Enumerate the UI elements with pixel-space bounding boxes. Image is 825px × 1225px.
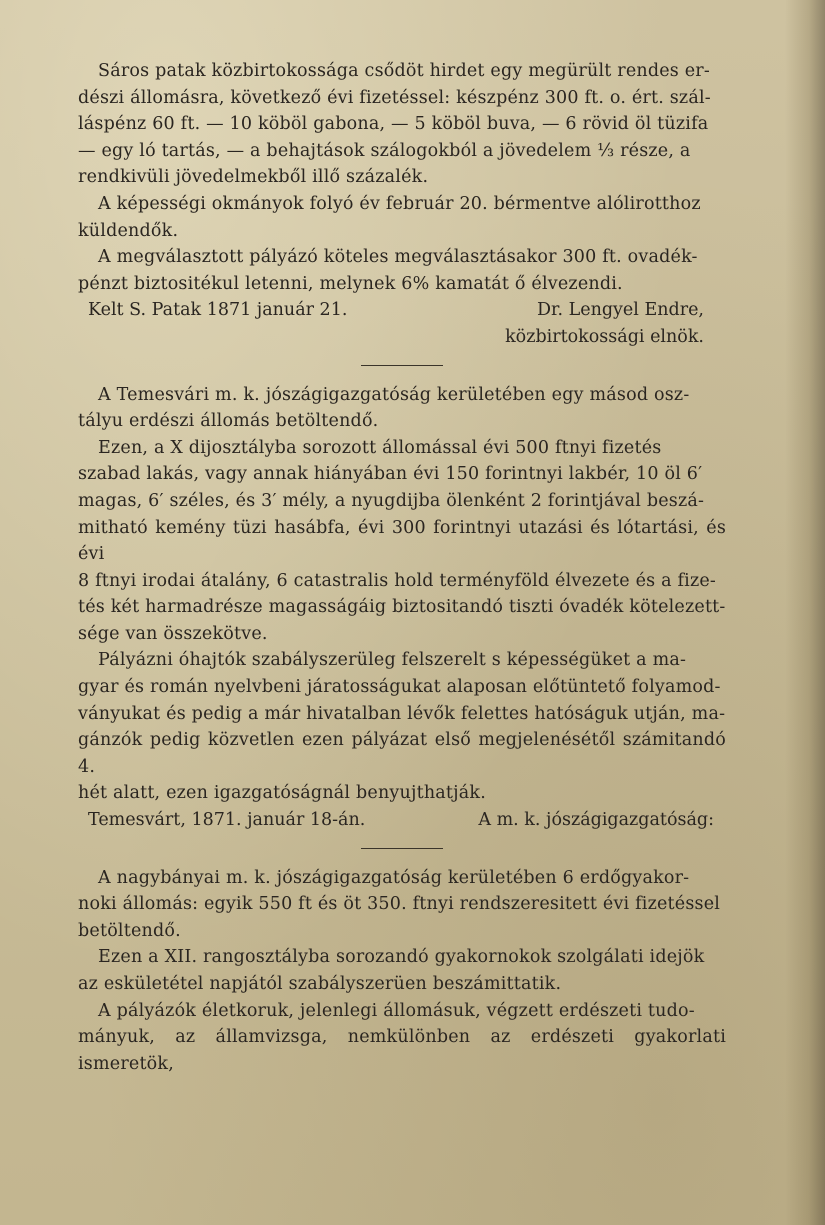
text-line: tályu erdészi állomás betöltendő. bbox=[78, 411, 379, 432]
page-edge-shadow bbox=[785, 0, 825, 1225]
text-line: rendkivüli jövedelmekből illő százalék. bbox=[78, 167, 429, 188]
text-line: 8 ftnyi irodai átalány, 6 catastralis hold terményföld élvezete és a fize- bbox=[78, 570, 717, 591]
text-line: magas, 6′ széles, és 3′ mély, a nyugdijba ölenként 2 forintjával beszá- bbox=[78, 490, 705, 511]
text-line: — egy ló tartás, — a behajtások szálogokból a jövedelem ⅓ része, a bbox=[78, 140, 691, 161]
text-line: mitható kemény tüzi hasábfa, évi 300 forintnyi utazási és lótartási, és évi bbox=[78, 517, 726, 565]
paragraph bbox=[78, 382, 726, 435]
dateline: Temesvárt, 1871. január 18-án. bbox=[88, 810, 366, 831]
section-divider bbox=[361, 365, 443, 366]
text-line: Pályázni óhajtók szabályszerüleg felszerelt s képességüket a ma- bbox=[98, 650, 687, 671]
text-line: küldendők. bbox=[78, 220, 179, 241]
section-divider bbox=[361, 848, 443, 849]
dateline: Kelt S. Patak 1871 január 21. bbox=[88, 300, 348, 321]
text-line: A pályázók életkoruk, jelenlegi állomásuk, végzett erdészeti tudo- bbox=[98, 1000, 695, 1021]
text-line: Ezen a XII. rangosztályba sorozandó gyakornokok szolgálati idejök bbox=[98, 947, 705, 968]
paragraph bbox=[78, 435, 726, 648]
text-line: az eskületétel napjától szabályszerüen beszámittatik. bbox=[78, 974, 562, 994]
signer-name: Dr. Lengyel Endre, bbox=[537, 300, 704, 321]
text-line: gyar és román nyelvbeni járatosságukat alaposan előtüntető folyamod- bbox=[78, 677, 721, 698]
text-line: Sáros patak közbirtokossága csődöt hirdet egy megürült rendes er- bbox=[98, 61, 710, 81]
text-line: Ezen, a X dijosztályba sorozott állomással évi 500 ftnyi fizetés bbox=[98, 437, 662, 458]
signer-title: közbirtokossági elnök. bbox=[505, 326, 704, 347]
signer-name: A m. k. jószágigazgatóság: bbox=[478, 810, 714, 831]
text-line: mányuk, az államvizsga, nemkülönben az erdészeti gyakorlati ismeretök, bbox=[78, 1027, 726, 1074]
text-line: noki állomás: egyik 550 ft és öt 350. ftnyi rendszeresitett évi fizetéssel bbox=[78, 894, 721, 915]
text-line: A képességi okmányok folyó év február 20. bérmentve alólirotthoz bbox=[98, 193, 701, 214]
paragraph bbox=[78, 58, 726, 191]
notice-nagybanya bbox=[78, 865, 726, 1078]
document-body bbox=[78, 58, 726, 1077]
notice-saros-patak bbox=[78, 58, 726, 351]
text-line: ványukat és pedig a már hivatalban lévők felettes hatóságuk utján, ma- bbox=[78, 703, 726, 724]
paragraph bbox=[78, 944, 726, 997]
text-line: A nagybányai m. k. jószágigazgatóság kerületében 6 erdőgyakor- bbox=[98, 867, 690, 888]
paragraph bbox=[78, 865, 726, 945]
dateline-row bbox=[78, 297, 726, 324]
notice-temesvar bbox=[78, 382, 726, 834]
text-line: pénzt biztositékul letenni, melynek 6% kamatát ő élvezendi. bbox=[78, 273, 623, 294]
text-line: hét alatt, ezen igazgatóságnál benyujthatják. bbox=[78, 783, 486, 804]
text-line: A megválasztott pályázó köteles megválasztásakor 300 ft. ovadék- bbox=[98, 247, 698, 268]
paragraph bbox=[78, 998, 726, 1078]
text-line: láspénz 60 ft. — 10 köböl gabona, — 5 köböl buva, — 6 rövid öl tüzifa bbox=[78, 114, 709, 135]
paragraph bbox=[78, 647, 726, 807]
text-line: A Temesvári m. k. jószágigazgatóság kerületében egy másod osz- bbox=[98, 384, 690, 405]
text-line: sége van összekötve. bbox=[78, 623, 268, 644]
text-line: tés két harmadrésze magasságáig biztositandó tiszti óvadék kötelezett- bbox=[78, 597, 726, 618]
text-line: szabad lakás, vagy annak hiányában évi 150 forintnyi lakbér, 10 öl 6′ bbox=[78, 464, 703, 485]
dateline-row bbox=[78, 807, 726, 834]
paragraph bbox=[78, 191, 726, 244]
text-line: betöltendő. bbox=[78, 920, 181, 941]
text-line: dészi állomásra, következő évi fizetéssel: készpénz 300 ft. o. ért. szál- bbox=[78, 87, 711, 108]
paragraph bbox=[78, 244, 726, 297]
text-line: gánzók pedig közvetlen ezen pályázat első megjelenésétől számitandó 4. bbox=[78, 730, 726, 777]
